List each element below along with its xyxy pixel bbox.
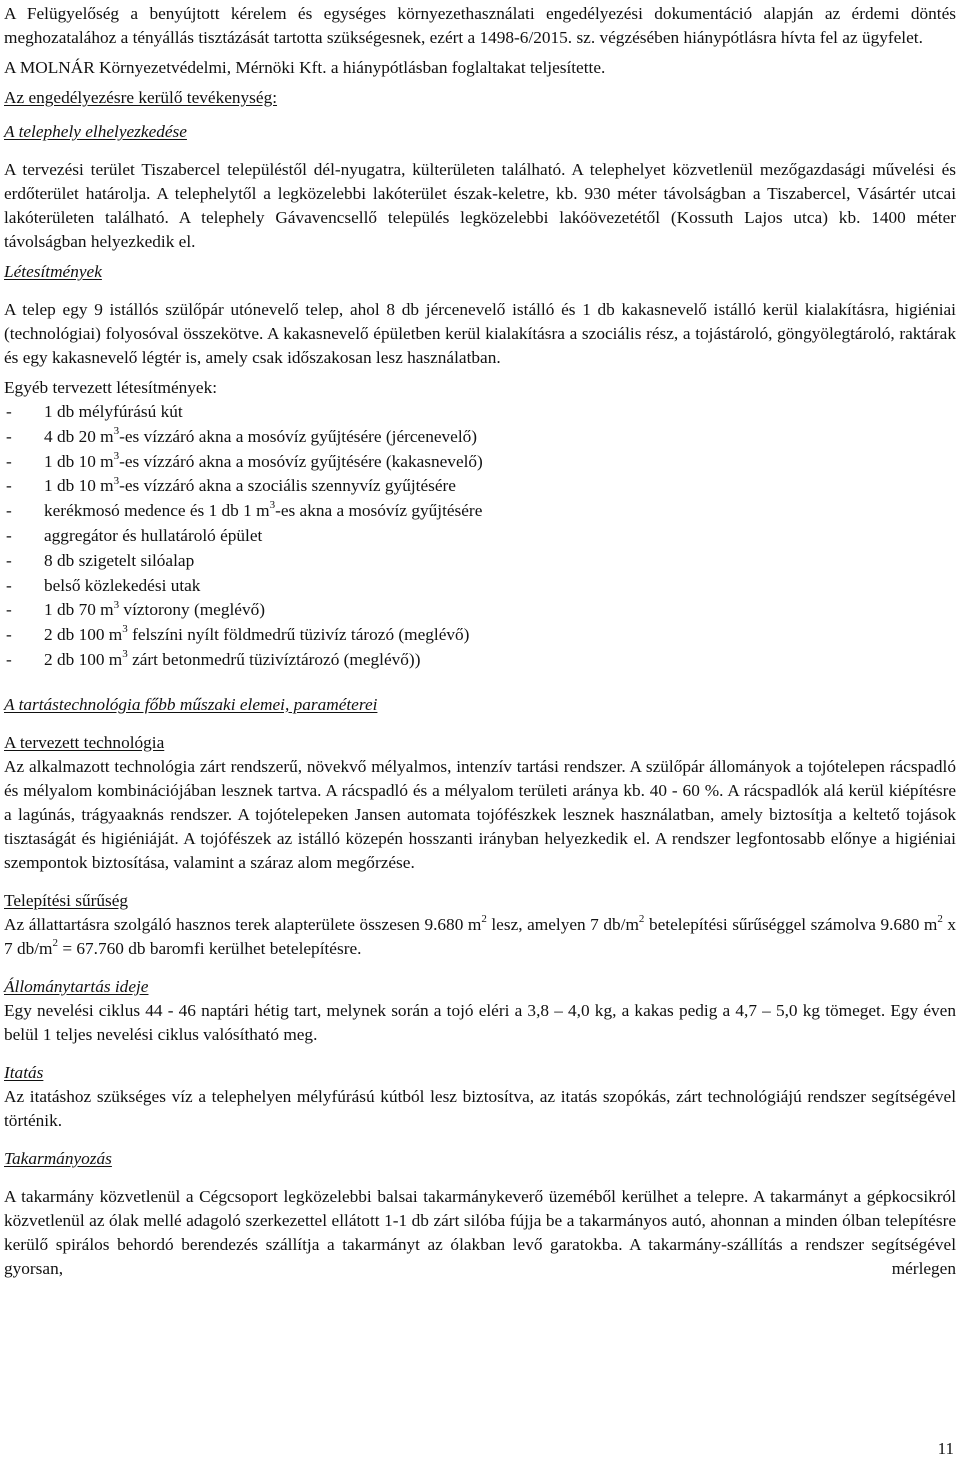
facility-list-item: - 8 db szigetelt silóalap [4,549,956,574]
intro-paragraph: A Felügyelőség a benyújtott kérelem és egységes környezethasználati engedélyezési dokumentáció alapján az érdemi döntés meghozatalához a tényállás tisztázását tartotta szükségesnek, ezért a 1498-6/2015. sz. végzésében hiánypótlásra hívta fel az ügyfelet. [4,4,956,47]
facility-list-item: - aggregátor és hullatároló épület [4,524,956,549]
facility-list [4,400,956,673]
density-heading: Telepítési sűrűség [4,890,129,910]
planned-technology-paragraph: Az alkalmazott technológia zárt rendszerű, növekvő mélyalmos, intenzív tartási rendszer. A szülőpár állományok a tojótelepen rácspadló és mélyalom kombinációjában lesznek tartva. A rácspadló és a mélyalom területi aránya kb. 40 - 60 %. A rácspadlók alá kerül kiépítésre a lagúnás, trágyaaknás rendszer. A tojótelepeken Jansen automata tojófészkek lesznek használatban, amely biztosítja a keltető tojások tisztaságát és higiéniáját. A tojófészek az istálló közepén hosszanti irányban helyezkedik el. A rendszer legfontosabb előnye a higiéniai szempontok biztosítása, valamint a száraz alom megőrzése. [4,756,956,872]
intro-completion: A MOLNÁR Környezetvédelmi, Mérnöki Kft. a hiánypótlásban foglaltakat teljesítette. [4,58,606,77]
facility-list-item: - 1 db 70 $m^3$ víztorony (meglévő) [4,598,956,623]
duration-heading: Állománytartás ideje [4,976,149,996]
facility-list-item: - 2 db 100 $m^3$ zárt betonmedrű tüzivíztározó (meglévő)) [4,648,956,673]
watering-heading: Itatás [4,1062,44,1082]
page-number: 11 [937,1439,954,1458]
facility-list-item: - 1 db 10 $m^3-es$ vízzáró akna a mosóvíz gyűjtésére (kakasnevelő) [4,450,956,475]
feeding-paragraph: A takarmány közvetlenül a Cégcsoport legközelebbi balsai takarmánykeverő üzeméből kerülhet a telepre. A takarmányt a gépkocsikról közvetlenül az ólak mellé adagoló szerkezettel ellátott 1-1 db zárt silóba fújja be a takarmányos autó, ahonnan a minden ólban telepítésre kerülő spirálos behordó berendezés szállítja a takarmányt az ólakban levő garatokba. A takarmány-szállítás a rendszer segítségével gyorsan, mérlegen [4,1186,956,1278]
facility-list-item: - belső közlekedési utak [4,574,956,599]
planned-technology-heading: A tervezett technológia [4,732,165,752]
feeding-heading: Takarmányozás [4,1148,112,1168]
other-facilities-heading: Egyéb tervezett létesítmények: [4,378,218,397]
site-heading: A telephely elhelyezkedése [4,122,187,141]
facility-list-item: - 4 db 20 $m^3-es$ vízzáró akna a mosóvíz gyűjtésére (jércenevelő) [4,425,956,450]
document-page [4,2,956,1281]
site-paragraph: A tervezési terület Tiszabercel településtől dél-nyugatra, külterületen található. A telephelyet közvetlenül mezőgazdasági művelési és erdőterület határolja. A telephelytől a legközelebbi lakóterület észak-keletre, kb. 930 méter távolságban a Tiszabercel, Vásártér utcai lakóterületen található. A telephely Gávavencsellő település legközelebbi lakóövezetétől (Kossuth Lajos utca) kb. 1400 méter távolságban helyezkedik el. [4,160,956,251]
technology-heading: A tartástechnológia főbb műszaki elemei, paraméterei [4,694,378,714]
duration-paragraph: Egy nevelési ciklus 44 - 46 naptári hétig tart, melynek során a tojó eléri a 3,8 – 4,0 kg, a kakas pedig a 4,7 – 5,0 kg tömeget. Egy éven belül 1 teljes nevelési ciklus valósítható meg. [4,1000,956,1044]
facility-list-item: - 1 db mélyfúrású kút [4,400,956,425]
density-paragraph: Az állattartásra szolgáló hasznos terek alapterülete összesen 9.680 $m^2$ lesz, amelyen 7 $db/m^2$ betelepítési sűrűséggel számolva 9.680 $m^2$ x 7 $db/m^2 = 67.760$ db baromfi kerülhet betelepítésre. [4,913,957,958]
facility-list-item: - 2 db 100 $m^3$ felszíni nyílt földmedrű tüzivíz tározó (meglévő) [4,623,956,648]
facility-list-item: - 1 db 10 $m^3-es$ vízzáró akna a szociális szennyvíz gyűjtésére [4,474,956,499]
facilities-paragraph: A telep egy 9 istállós szülőpár utónevelő telep, ahol 8 db jércenevelő istálló és 1 db kakasnevelő istálló kerül kialakításra, higiéniai (technológiai) folyosóval összekötve. A kakasnevelő épületben kerül kialakításra a szociális rész, a tojástároló, göngyölegtároló, raktárak és egy kakasnevelő légtér is, amely csak időszakosan lesz használatban. [4,300,956,367]
facility-list-item: - kerékmosó medence és 1 db 1 $m^3-es$ akna a mosóvíz gyűjtésére [4,499,956,524]
watering-paragraph: Az itatáshoz szükséges víz a telephelyen mélyfúrású kútból lesz biztosítva, az itatás szopókás, zárt technológiájú rendszer segítségével történik. [4,1086,956,1130]
activity-heading: Az engedélyezésre kerülő tevékenység: [4,88,278,107]
facilities-heading: Létesítmények [4,262,102,281]
